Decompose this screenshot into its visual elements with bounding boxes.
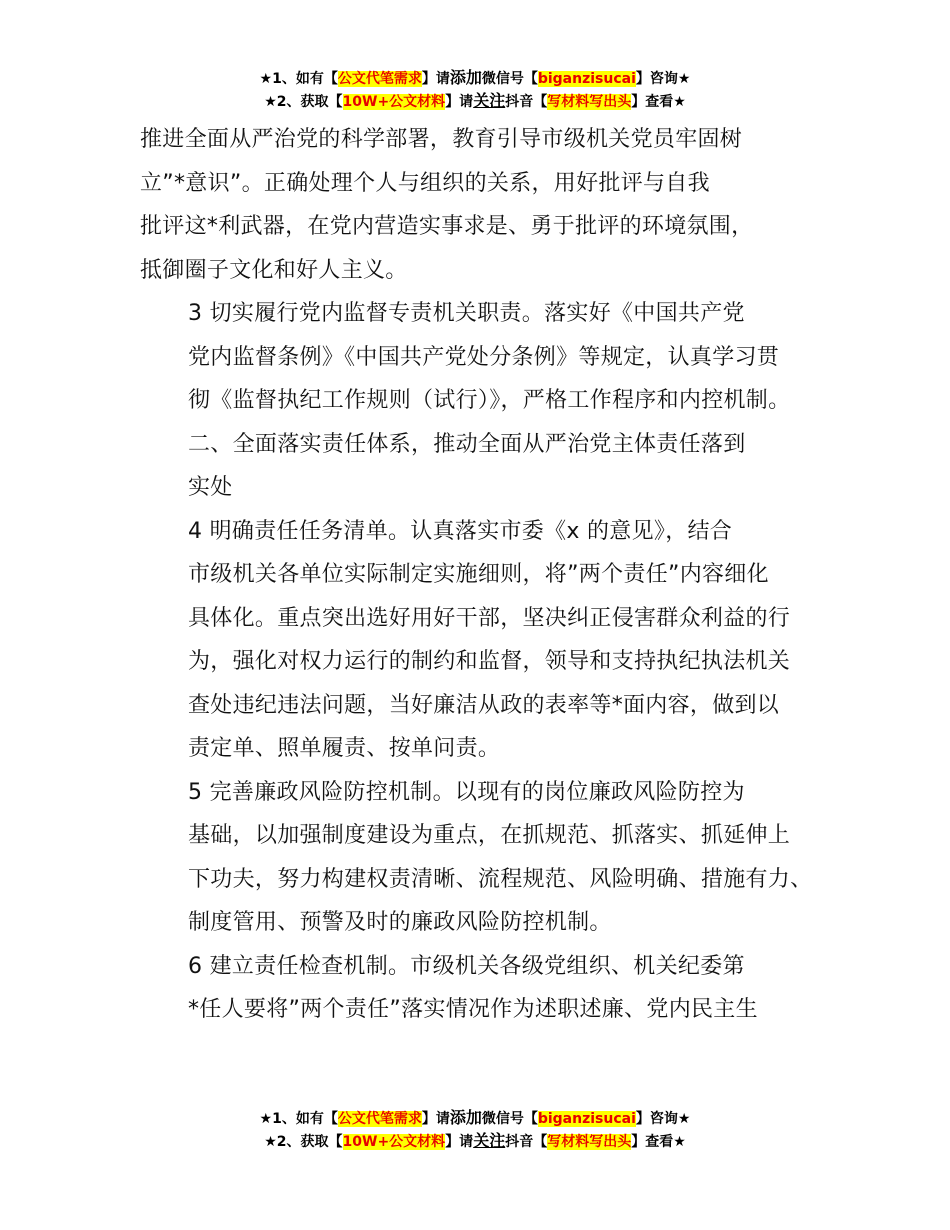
banner-text: 】查看★ bbox=[631, 1134, 686, 1150]
banner-highlight: biganzisucai bbox=[537, 71, 636, 87]
footer-banner bbox=[0, 1107, 950, 1153]
text-line: 为，强化对权力运行的制约和监督，领导和支持执纪执法机关 bbox=[188, 649, 791, 674]
paragraph bbox=[140, 423, 830, 510]
text-line: 推进全面从严治党的科学部署，教育引导市级机关党员牢固树 bbox=[140, 127, 743, 152]
text-line: *任人要将”两个责任”落实情况作为述职述廉、党内民主生 bbox=[188, 997, 758, 1022]
banner-highlight: 公文代笔需求 bbox=[337, 71, 422, 87]
banner-text: 】请 bbox=[445, 1134, 474, 1150]
text-line: 抵御圈子文化和好人主义。 bbox=[140, 257, 408, 283]
banner-line-1 bbox=[0, 67, 950, 90]
banner-text: ★1、如有【 bbox=[259, 71, 338, 87]
banner-highlight: 写材料写出头 bbox=[547, 1134, 632, 1150]
banner-text: ★1、如有【 bbox=[259, 1111, 338, 1127]
banner-text: 微信号【 bbox=[481, 71, 538, 87]
banner-text: ★2、获取【 bbox=[264, 1134, 343, 1150]
text-line: 5 完善廉政风险防控机制。以现有的岗位廉政风险防控为 bbox=[188, 779, 745, 805]
paragraph bbox=[140, 945, 830, 1032]
banner-line-2 bbox=[0, 1130, 950, 1153]
text-line: 党内监督条例》《中国共产党处分条例》等规定，认真学习贯 bbox=[188, 344, 780, 370]
text-line: 具体化。重点突出选好用好干部，坚决纠正侵害群众利益的行 bbox=[188, 605, 791, 631]
banner-text: 】请 bbox=[445, 94, 474, 110]
banner-highlight: 公文代笔需求 bbox=[337, 1111, 422, 1127]
banner-emphasis: 添加 bbox=[449, 1108, 482, 1127]
header-banner bbox=[0, 67, 950, 113]
text-line: 查处违纪违法问题，当好廉洁从政的表率等*面内容，做到以 bbox=[188, 692, 780, 718]
text-line: 3 切实履行党内监督专责机关职责。落实好《中国共产党 bbox=[188, 301, 745, 326]
banner-text: 抖音【 bbox=[505, 1134, 548, 1150]
banner-highlight: 10W+公文材料 bbox=[342, 1134, 446, 1150]
banner-highlight: 写材料写出头 bbox=[547, 94, 632, 110]
paragraph bbox=[140, 510, 830, 771]
banner-text: 微信号【 bbox=[481, 1111, 538, 1127]
banner-line-1 bbox=[0, 1107, 950, 1130]
document-body bbox=[140, 118, 830, 1032]
paragraph bbox=[140, 771, 830, 945]
banner-line-2 bbox=[0, 90, 950, 113]
banner-highlight: 10W+公文材料 bbox=[342, 94, 446, 110]
text-line: 下功夫，努力构建权责清晰、流程规范、风险明确、措施有力、 bbox=[188, 866, 813, 892]
text-line: 责定单、照单履责、按单问责。 bbox=[188, 736, 501, 761]
text-line: 彻《监督执纪工作规则（试行）》，严格工作程序和内控机制。 bbox=[188, 388, 791, 413]
banner-text: 】咨询★ bbox=[635, 1111, 691, 1127]
text-line: 市级机关各单位实际制定实施细则，将”两个责任”内容细化 bbox=[188, 562, 769, 587]
banner-emphasis: 关注 bbox=[473, 1131, 506, 1150]
text-line: 二、全面落实责任体系，推动全面从严治党主体责任落到 bbox=[188, 431, 746, 457]
paragraph bbox=[140, 118, 830, 292]
text-line: 实处 bbox=[188, 475, 233, 500]
text-line: 基础，以加强制度建设为重点，在抓规范、抓落实、抓延伸上 bbox=[188, 823, 791, 848]
text-line: 4 明确责任任务清单。认真落实市委《x 的意见》，结合 bbox=[188, 518, 733, 544]
text-line: 批评这*利武器，在党内营造实事求是、勇于批评的环境氛围， bbox=[140, 214, 754, 239]
banner-text: 抖音【 bbox=[505, 94, 548, 110]
banner-highlight: biganzisucai bbox=[537, 1111, 636, 1127]
banner-text: 】查看★ bbox=[631, 94, 686, 110]
text-line: 制度管用、预警及时的廉政风险防控机制。 bbox=[188, 910, 612, 935]
text-line: 6 建立责任检查机制。市级机关各级党组织、机关纪委第 bbox=[188, 953, 745, 979]
banner-text: 】请 bbox=[421, 71, 450, 87]
banner-text: 】请 bbox=[421, 1111, 450, 1127]
paragraph bbox=[140, 292, 830, 423]
banner-text: 】咨询★ bbox=[635, 71, 691, 87]
banner-emphasis: 添加 bbox=[449, 68, 482, 87]
banner-text: ★2、获取【 bbox=[264, 94, 343, 110]
banner-emphasis: 关注 bbox=[473, 91, 506, 110]
text-line: 立”*意识”。正确处理个人与组织的关系，用好批评与自我 bbox=[140, 170, 710, 196]
